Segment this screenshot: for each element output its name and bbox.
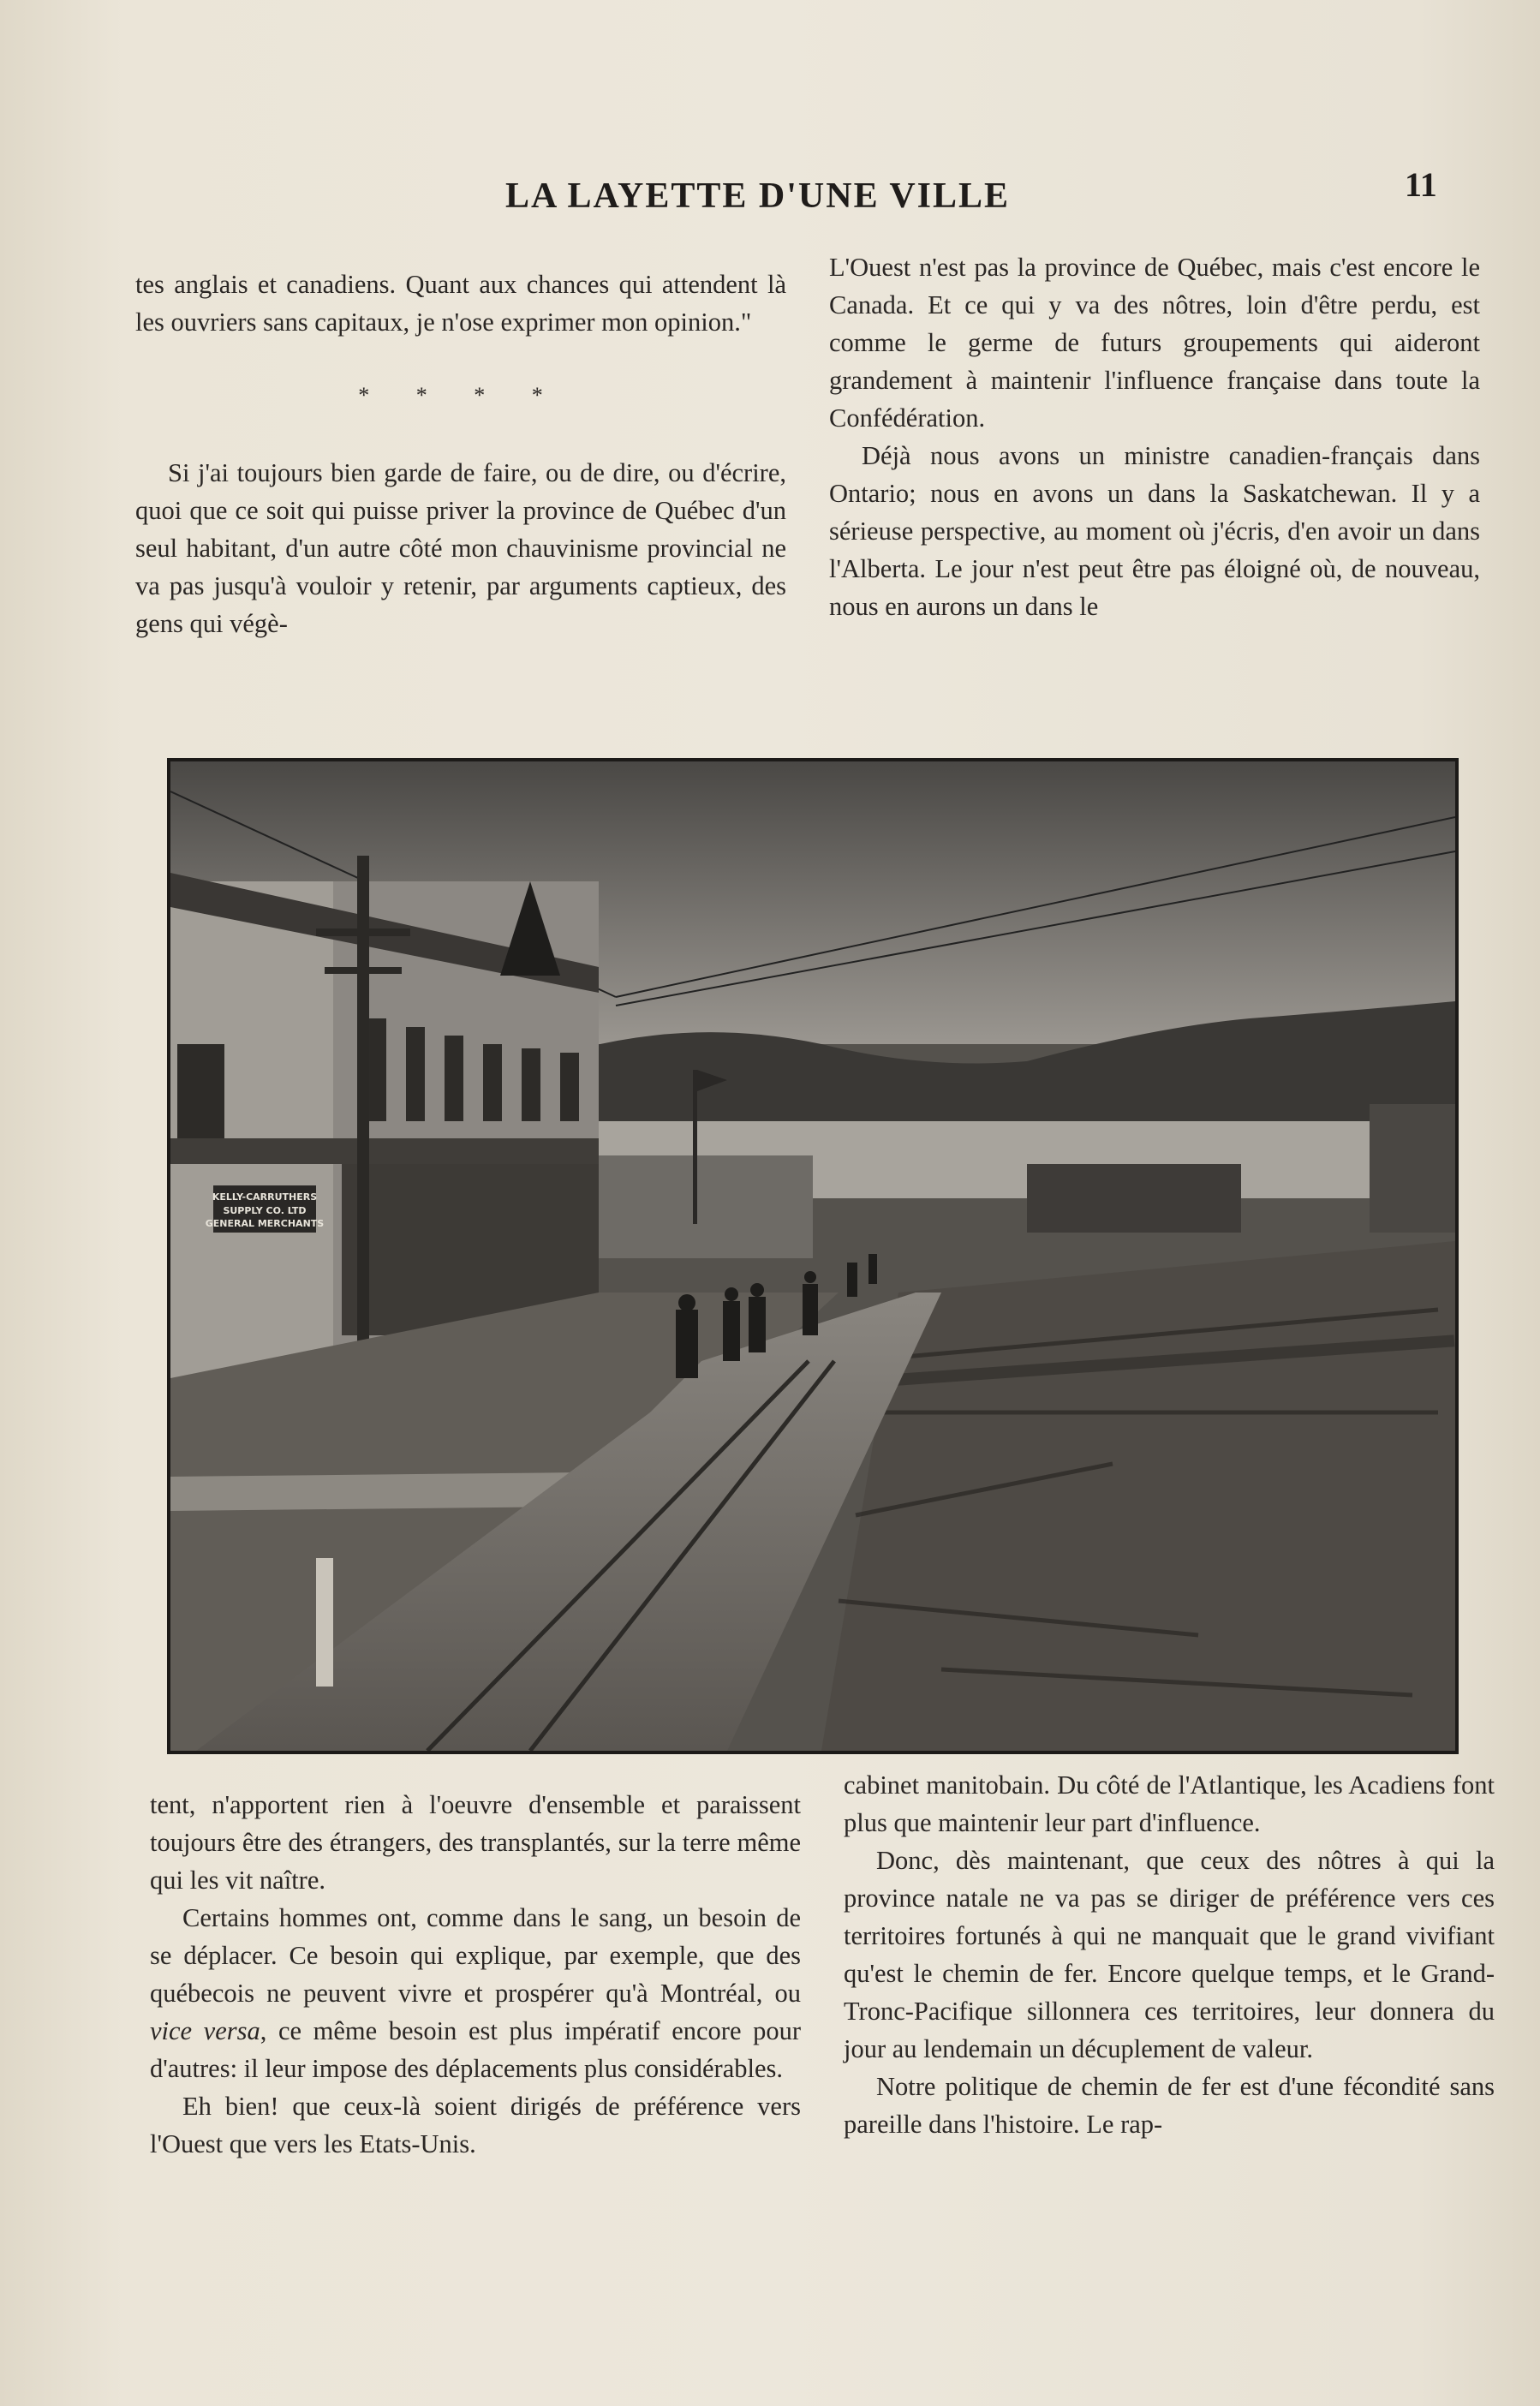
paragraph: cabinet manitobain. Du côté de l'Atlantique, les Acadiens font plus que maintenir leur part d'influence. [844, 1770, 1495, 1837]
paragraph: Eh bien! que ceux-là soient dirigés de préférence vers l'Ouest que vers les Etats-Unis. [150, 2092, 801, 2158]
sign-line-1: KELLY-CARRUTHERS [212, 1191, 318, 1203]
sign-line-2: SUPPLY CO. LTD [223, 1205, 307, 1216]
street-scene-illustration [170, 761, 1455, 1751]
paragraph: L'Ouest n'est pas la province de Québec, mais c'est encore le Canada. Et ce qui y va des nôtres, loin d'être perdu, est comme le germe de futurs groupements qui aideront grandement à maintenir l'influence française dans toute la Confédération. [829, 253, 1480, 433]
paragraph: tes anglais et canadiens. Quant aux chances qui attendent là les ouvriers sans capitaux, je n'ose exprimer mon opinion." [135, 270, 786, 337]
paragraph: Notre politique de chemin de fer est d'une fécondité sans pareille dans l'histoire. Le rap- [844, 2072, 1495, 2139]
page-number: 11 [1405, 165, 1437, 204]
paragraph: tent, n'apportent rien à l'oeuvre d'ensemble et paraissent toujours être des étrangers, des transplantés, sur la terre même qui les vit naître. [150, 1790, 801, 1895]
running-head-title: LA LAYETTE D'UNE VILLE [505, 176, 1011, 216]
paragraph: Déjà nous avons un ministre canadien-français dans Ontario; nous en avons un dans la Saskatchewan. Il y a sérieuse perspective, au moment où j'écris, d'en avoir un dans l'Alberta. Le jour n'est peut être pas éloigné où, de nouveau, nous en aurons un dans le [829, 441, 1480, 621]
paragraph [150, 1899, 801, 2087]
sign-line-3: GENERAL MERCHANTS [205, 1218, 325, 1229]
column-top-right [829, 248, 1480, 625]
paragraph: Si j'ai toujours bien garde de faire, ou de dire, ou d'écrire, quoi que ce soit qui puisse priver la province de Québec d'un seul habitant, d'un autre côté mon chauvinisme provincial ne va pas jusqu'à vouloir y retenir, par arguments captieux, des gens qui végè- [135, 458, 786, 638]
column-bottom-right [844, 1766, 1495, 2143]
italic-phrase: vice versa [150, 2016, 260, 2045]
column-top-left [135, 266, 786, 642]
section-separator: * * * * [358, 383, 564, 408]
halftone-photograph [167, 758, 1459, 1754]
column-bottom-left [150, 1786, 801, 2163]
paragraph: Donc, dès maintenant, que ceux des nôtres à qui la province natale ne va pas se diriger de préférence vers ces territoires fortunés à qui ne manquait que le grand vivifiant qu'est le chemin de fer. Encore quelque temps, et le Grand-Tronc-Pacifique sillonnera ces territoires, leur donnera du jour au lendemain un décuplement de valeur. [844, 1846, 1495, 2063]
paragraph-text: Certains hommes ont, comme dans le sang, un besoin de se déplacer. Ce besoin qui explique, par exemple, que des québecois ne peuvent vivre et prospérer qu'à Montréal, ou [150, 1903, 801, 2008]
paragraph-text: , ce même besoin est plus impératif encore pour d'autres: il leur impose des déplacements plus considérables. [150, 2016, 801, 2083]
telegraph-pole [357, 856, 369, 1412]
